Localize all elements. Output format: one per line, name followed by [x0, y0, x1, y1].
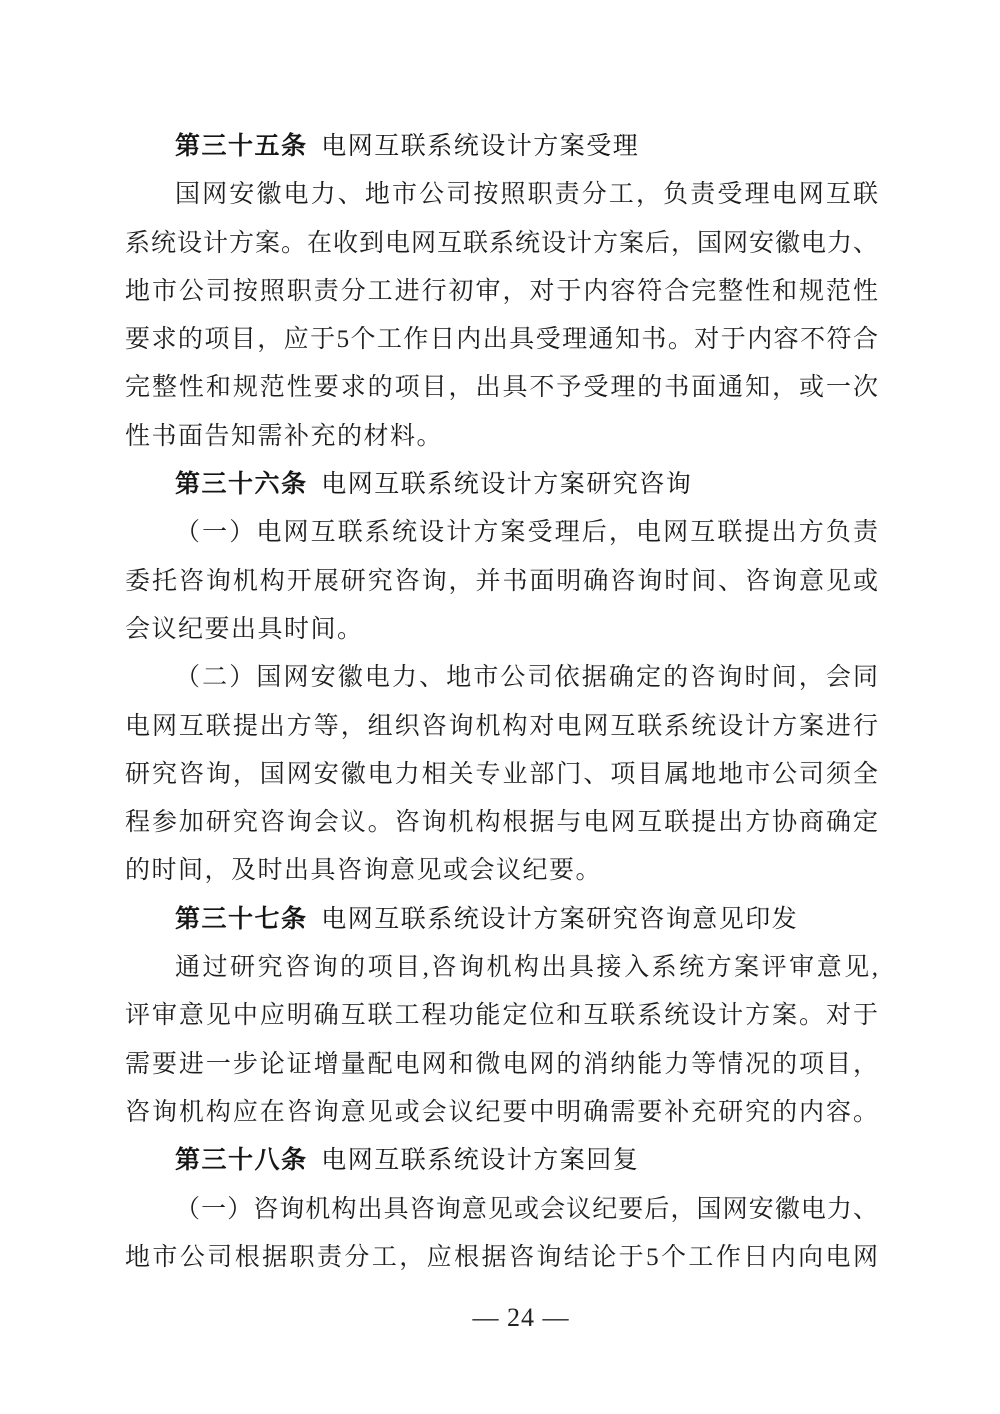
- text-line: 地市公司根据职责分工，应根据咨询结论于5个工作日内向电网: [125, 1243, 878, 1271]
- text-line: 通过研究咨询的项目,咨询机构出具接入系统方案评审意见,: [175, 954, 878, 982]
- text-line: 程参加研究咨询会议。咨询机构根据与电网互联提出方协商确定: [125, 809, 878, 837]
- text-line: 要求的项目，应于5个工作日内出具受理通知书。对于内容不符合: [125, 326, 878, 354]
- text-line: 系统设计方案。在收到电网互联系统设计方案后，国网安徽电力、: [125, 229, 878, 257]
- text-line: 电网互联提出方等，组织咨询机构对电网互联系统设计方案进行: [125, 712, 878, 740]
- text-line: 委托咨询机构开展研究咨询，并书面明确咨询时间、咨询意见或: [125, 567, 878, 595]
- text-line: 国网安徽电力、地市公司按照职责分工，负责受理电网互联: [175, 181, 878, 209]
- article-heading-35: [125, 123, 878, 171]
- article-title: 电网互联系统设计方案研究咨询意见印发: [321, 905, 799, 933]
- text-line: （一）电网互联系统设计方案受理后，电网互联提出方负责: [175, 519, 878, 547]
- page-body-text: [125, 123, 878, 1282]
- article-title: 电网互联系统设计方案回复: [321, 1147, 640, 1175]
- text-line: 完整性和规范性要求的项目，出具不予受理的书面通知，或一次: [125, 374, 878, 402]
- article-number: 第三十七条: [175, 905, 308, 933]
- article-heading-38: [125, 1137, 878, 1185]
- article-number: 第三十五条: [175, 133, 308, 160]
- text-line: 研究咨询，国网安徽电力相关专业部门、项目属地地市公司须全: [125, 760, 878, 788]
- text-line: 会议纪要出具时间。: [125, 615, 364, 643]
- text-line: （二）国网安徽电力、地市公司依据确定的咨询时间，会同: [175, 664, 878, 692]
- text-line: 性书面告知需补充的材料。: [125, 422, 444, 450]
- text-line: （一）咨询机构出具咨询意见或会议纪要后，国网安徽电力、: [175, 1195, 878, 1223]
- text-line: 的时间，及时出具咨询意见或会议纪要。: [125, 857, 603, 885]
- page-number: — 24 —: [472, 1303, 570, 1332]
- text-line: 评审意见中应明确互联工程功能定位和互联系统设计方案。对于: [125, 1002, 878, 1030]
- text-line: 咨询机构应在咨询意见或会议纪要中明确需要补充研究的内容。: [125, 1098, 878, 1126]
- text-line: 需要进一步论证增量配电网和微电网的消纳能力等情况的项目，: [125, 1050, 878, 1078]
- article-title: 电网互联系统设计方案受理: [321, 133, 640, 160]
- page-footer: [21, 1303, 1000, 1333]
- article-title: 电网互联系统设计方案研究咨询: [321, 471, 693, 499]
- article-number: 第三十八条: [175, 1147, 308, 1175]
- text-line: 地市公司按照职责分工进行初审，对于内容符合完整性和规范性: [125, 277, 878, 305]
- article-heading-37: [125, 896, 878, 944]
- article-number: 第三十六条: [175, 471, 308, 499]
- article-heading-36: [125, 461, 878, 509]
